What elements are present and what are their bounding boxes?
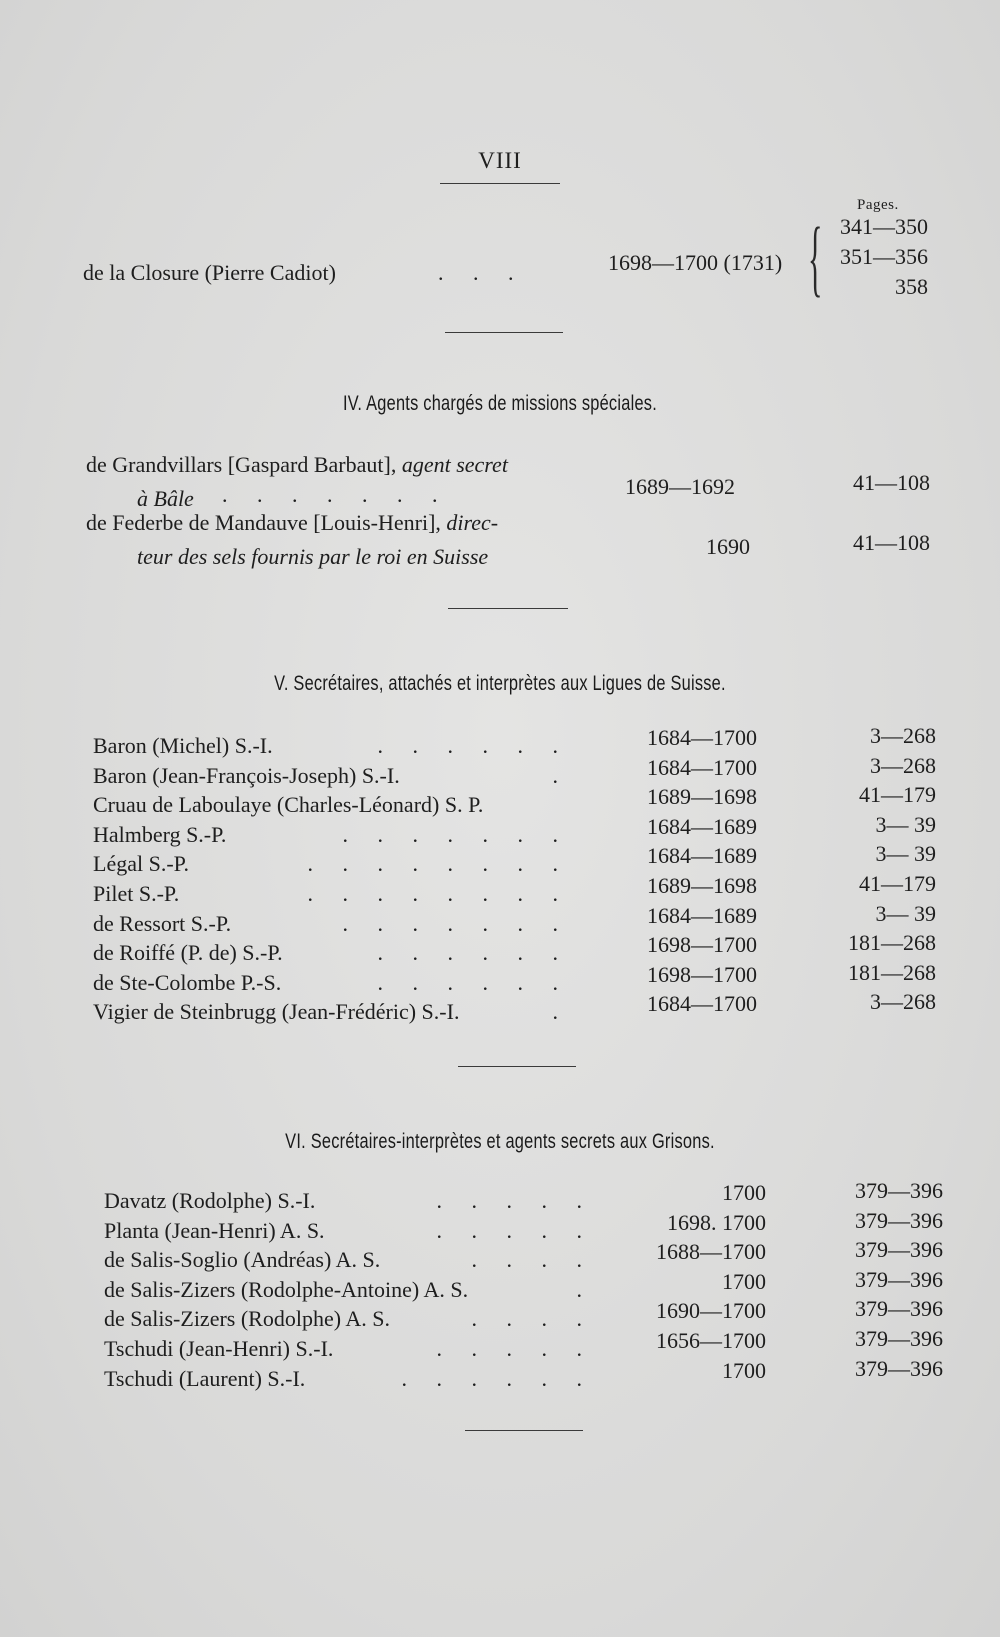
- section-heading-v: V. Secrétaires, attachés et interprètes aux Ligues de Suisse.: [274, 672, 726, 695]
- pages-column-label: Pages.: [857, 197, 899, 213]
- entry-name: de Salis-Soglio (Andréas) A. S.: [104, 1247, 381, 1273]
- entry-name: de Roiffé (P. de) S.-P.: [93, 940, 283, 966]
- entry-leader-dots: . . . . .: [436, 1336, 594, 1361]
- entry-dates: 1684—1700: [647, 725, 757, 750]
- entry-pages: 3—268: [870, 723, 936, 748]
- entry-dates: 1684—1689: [647, 902, 757, 928]
- entry-dates: 1689—1698: [647, 784, 757, 810]
- intro-entry-dots: . . .: [438, 260, 526, 285]
- entry-leader-dots: . . . . . .: [401, 1365, 594, 1391]
- page-folio: VIII: [478, 148, 522, 173]
- entry-pages: 181—268: [848, 930, 936, 956]
- entry-federbe-line2: teur des sels fournis par le roi en Suisse: [137, 544, 489, 569]
- entry-leader-dots: .: [576, 1276, 594, 1302]
- entry-leader-dots: . . . . . .: [377, 969, 570, 995]
- entry-pages: 379—396: [855, 1207, 943, 1233]
- entry-grandvillars-line2: à Bâle: [137, 486, 194, 511]
- entry-leader-dots: . . . .: [471, 1306, 594, 1332]
- entry-pages: 379—396: [855, 1326, 943, 1351]
- entry-name: Légal S.-P.: [93, 851, 189, 877]
- entry-pages: 3—268: [870, 989, 936, 1015]
- section-rule: [448, 608, 568, 609]
- entry-leader-dots: .: [552, 999, 570, 1025]
- entry-name: de Ressort S.-P.: [93, 910, 232, 936]
- entry-name: de Ste-Colombe P.-S.: [93, 969, 282, 995]
- intro-entry-pages-2: 351—356: [840, 244, 928, 269]
- entry-pages: 379—396: [855, 1355, 943, 1381]
- entry-grandvillars-line1: de Grandvillars [Gaspard Barbaut], agent secret: [86, 452, 508, 477]
- entry-name: Tschudi (Jean-Henri) S.-I.: [104, 1336, 334, 1361]
- entry-name: Planta (Jean-Henri) A. S.: [104, 1217, 325, 1243]
- entry-dates: 1688—1700: [656, 1239, 766, 1265]
- entry-grandvillars-pages: 41—108: [853, 470, 930, 495]
- entry-pages: 3— 39: [875, 900, 936, 926]
- intro-entry-dates: 1698—1700 (1731): [608, 250, 783, 275]
- entry-name: Halmberg S.-P.: [93, 821, 227, 847]
- entry-pages: 379—396: [855, 1266, 943, 1292]
- entry-pages: 379—396: [855, 1178, 943, 1203]
- entry-leader-dots: .: [552, 762, 570, 788]
- entry-dates: 1684—1689: [647, 813, 757, 839]
- entry-pages: 379—396: [855, 1296, 943, 1322]
- entry-dates: 1700: [722, 1357, 766, 1383]
- section-rule: [445, 332, 563, 333]
- entry-dates: 1684—1700: [647, 991, 757, 1017]
- entry-dates: 1689—1698: [647, 873, 757, 898]
- entry-leader-dots: . . . .: [471, 1247, 594, 1273]
- entry-grandvillars-dots: . . . . . . .: [222, 482, 450, 507]
- entry-dates: 1700: [722, 1268, 766, 1294]
- entry-name: Pilet S.-P.: [93, 881, 180, 906]
- entry-name: Baron (Michel) S.-I.: [93, 733, 273, 758]
- folio-rule: [440, 183, 560, 184]
- entry-pages: 379—396: [855, 1237, 943, 1263]
- intro-entry-brace: {: [808, 209, 823, 305]
- entry-dates: 1684—1689: [647, 843, 757, 869]
- intro-entry-pages-1: 341—350: [840, 214, 928, 239]
- entry-grandvillars-dates: 1689—1692: [625, 474, 735, 499]
- entry-dates: 1684—1700: [647, 754, 757, 780]
- entry-pages: 41—179: [859, 782, 936, 808]
- section-rule: [458, 1066, 576, 1067]
- entry-leader-dots: . . . . . . .: [342, 821, 570, 847]
- entry-name: Davatz (Rodolphe) S.-I.: [104, 1188, 316, 1213]
- entry-federbe-dates: 1690: [706, 534, 750, 559]
- entry-leader-dots: . . . . . . . .: [307, 851, 570, 877]
- entry-leader-dots: . . . . . .: [377, 733, 570, 758]
- entry-pages: 3—268: [870, 752, 936, 778]
- entry-name: Vigier de Steinbrugg (Jean-Frédéric) S.-I.: [93, 999, 460, 1025]
- section-heading-iv: IV. Agents chargés de missions spéciales.: [342, 392, 657, 415]
- entry-federbe-line1: de Federbe de Mandauve [Louis-Henri], direc-: [86, 510, 499, 535]
- entry-dates: 1698. 1700: [667, 1209, 766, 1235]
- entry-name: Baron (Jean-François-Joseph) S.-I.: [93, 762, 400, 788]
- entry-dates: 1698—1700: [647, 961, 757, 987]
- intro-entry-name: de la Closure (Pierre Cadiot): [83, 260, 336, 285]
- entry-pages: 3— 39: [875, 841, 936, 867]
- entry-name: Cruau de Laboulaye (Charles-Léonard) S. P.: [93, 792, 484, 818]
- entry-dates: 1700: [722, 1180, 766, 1205]
- entry-leader-dots: . . . . . . .: [342, 910, 570, 936]
- entry-name: de Salis-Zizers (Rodolphe-Antoine) A. S.: [104, 1276, 469, 1302]
- entry-pages: 181—268: [848, 959, 936, 985]
- entry-pages: 41—179: [859, 871, 936, 896]
- entry-dates: 1698—1700: [647, 932, 757, 958]
- section-heading-vi: VI. Secrétaires-interprètes et agents secrets aux Grisons.: [285, 1130, 715, 1153]
- entry-leader-dots: . . . . . . . .: [307, 881, 570, 906]
- entry-name: Tschudi (Laurent) S.-I.: [104, 1365, 306, 1391]
- section-rule: [465, 1430, 583, 1431]
- entry-leader-dots: . . . . .: [436, 1217, 594, 1243]
- entry-pages: 3— 39: [875, 811, 936, 837]
- entry-leader-dots: . . . . .: [436, 1188, 594, 1213]
- entry-dates: 1656—1700: [656, 1328, 766, 1353]
- entry-federbe-pages: 41—108: [853, 530, 930, 555]
- entry-name: de Salis-Zizers (Rodolphe) A. S.: [104, 1306, 390, 1332]
- entry-dates: 1690—1700: [656, 1298, 766, 1324]
- entry-leader-dots: . . . . . .: [377, 940, 570, 966]
- intro-entry-pages-3: 358: [895, 274, 928, 299]
